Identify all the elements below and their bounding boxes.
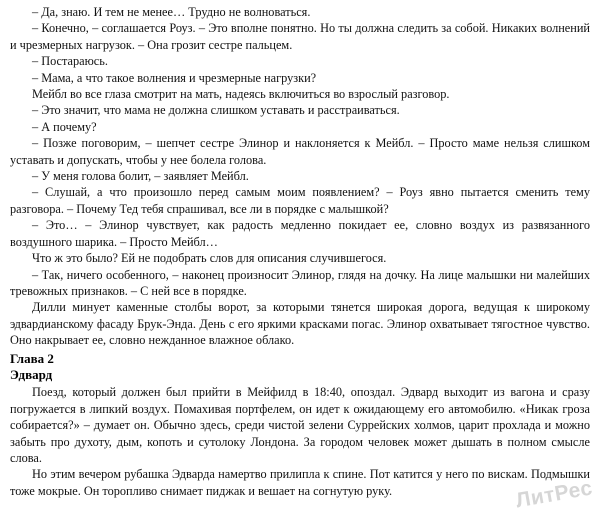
- chapter-title: Эдвард: [10, 366, 53, 382]
- paragraph: – Постараюсь.: [32, 54, 108, 69]
- paragraph: – Да, знаю. И тем не менее… Трудно не волноваться.: [32, 5, 311, 19]
- paragraph: – Конечно, – соглашается Роуз. – Это вполне понятно. Но ты должна следить за собой. Никаких волнений и чрезмерных нагрузок. – Она грозит сестре пальцем.: [10, 21, 590, 52]
- paragraph: Дилли минует каменные столбы ворот, за которыми тянется широкая дорога, ведущая к широкому эдвардианскому фасаду Брук-Энда. День с его яркими красками погас. Элинор охватывает тягостное чувство. Оно накрывает ее, словно нежданное влажное облако.: [10, 300, 590, 348]
- paragraph: – Позже поговорим, – шепчет сестре Элинор и наклоняется к Мейбл. – Просто маме нельзя слишком уставать и допускать, чтобы у нее болела голова.: [10, 136, 590, 167]
- paragraph: – Мама, а что такое волнения и чрезмерные нагрузки?: [32, 70, 317, 85]
- paragraph: – А почему?: [32, 119, 97, 134]
- paragraph: – Это… – Элинор чувствует, как радость медленно покидает ее, словно воздух из развязанного воздушного шарика. – Просто Мейбл…: [10, 218, 590, 249]
- paragraph: Мейбл во все глаза смотрит на мать, надеясь включиться во взрослый разговор.: [32, 87, 450, 102]
- paragraph: – Так, ничего особенного, – наконец произносит Элинор, глядя на дочку. На лице малышки ни малейших тревожных признаков. – С ней все в порядке.: [10, 267, 590, 298]
- paragraph: – Это значит, что мама не должна слишком уставать и расстраиваться.: [32, 103, 400, 118]
- paragraph: Поезд, который должен был прийти в Мейфилд в 18:40, опоздал. Эдвард выходит из вагона и сразу погружается в липкий воздух. Помахивая портфелем, он идет к ожидающему его автомобилю. «Никак гроза собирается?» – думает он. Обычно здесь, среди чистой зелени Суррейских холмов, царит прохлада и можно забыть про духоту, дым, копоть и сутолоку Лондона. За городом человек может дышать в полном смысле слова.: [10, 385, 590, 465]
- litres-watermark: ЛитРес: [513, 476, 594, 513]
- paragraph: Но этим вечером рубашка Эдварда намертво прилипла к спине. Пот катится у него по вискам. Подмышки тоже мокрые. Он торопливо снимает пиджак и вешает на согнутую руку.: [10, 467, 590, 498]
- paragraph: – У меня голова болит, – заявляет Мейбл.: [32, 169, 249, 184]
- chapter-number: Глава 2: [10, 350, 54, 366]
- paragraph: – Слушай, а что произошло перед самым моим появлением? – Роуз явно пытается сменить тему разговора. – Почему Тед тебя спрашивал, все ли в порядке с малышкой?: [10, 185, 590, 216]
- paragraph: Что ж это было? Ей не подобрать слов для описания случившегося.: [32, 251, 387, 266]
